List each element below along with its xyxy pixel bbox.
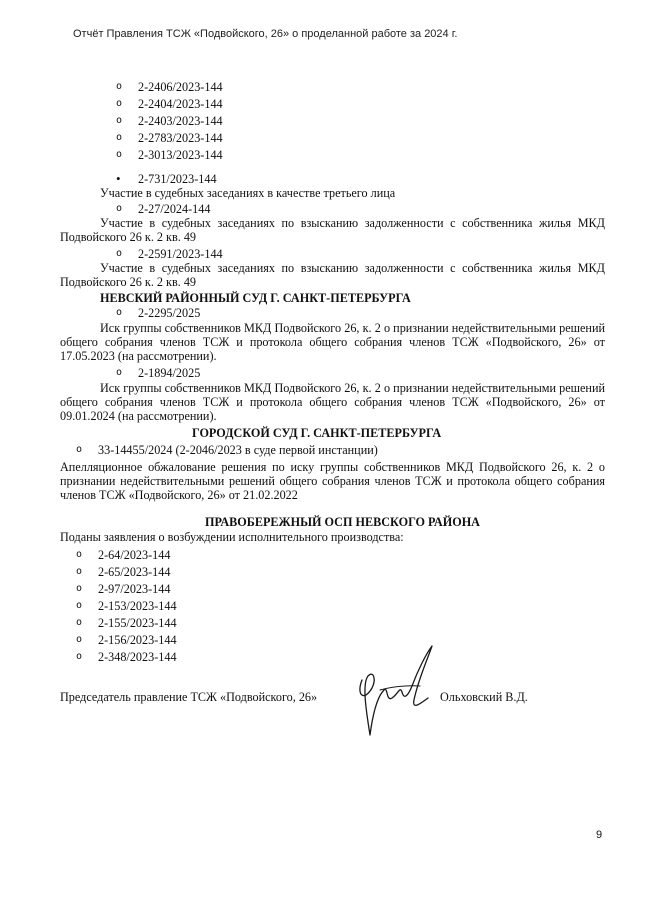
list-item: o 2-155/2023-144 [98, 616, 177, 630]
handwritten-signature [350, 640, 440, 750]
list-item: o 2-348/2023-144 [98, 650, 177, 664]
case-number: o 2-2295/2025 [138, 306, 200, 320]
signature-block [60, 640, 560, 760]
list-item: o 2-2406/2023-144 [138, 80, 223, 94]
osp-intro: Поданы заявления о возбуждении исполнительного производства: [60, 530, 404, 544]
list-item: o 2-2783/2023-144 [138, 131, 223, 145]
section-heading: ГОРОДСКОЙ СУД Г. САНКТ-ПЕТЕРБУРГА [192, 426, 442, 440]
list-item: o 2-153/2023-144 [98, 599, 177, 613]
case-note: Апелляционное обжалование решения по иску группы собственников МКД Подвойского 26, к. 2 о признании недействительными решений общего собрания членов ТСЖ и протокола общего собрания членов ТСЖ «Подвойского, 26» от 21.02.2022 [60, 460, 605, 503]
signatory-name: Ольховский В.Д. [440, 690, 528, 704]
list-item: o 2-2403/2023-144 [138, 114, 223, 128]
list-item: o 2-2404/2023-144 [138, 97, 223, 111]
case-number: o 2-27/2024-144 [138, 202, 210, 216]
page-number: 9 [596, 829, 603, 841]
list-item: o 2-3013/2023-144 [138, 148, 223, 162]
case-note: Участие в судебных заседаниях по взысканию задолженности с собственника жилья МКД Подвойского 26 к. 2 кв. 49 [60, 216, 605, 245]
list-item: o 2-156/2023-144 [98, 633, 177, 647]
list-item: o 2-97/2023-144 [98, 582, 170, 596]
case-note: Иск группы собственников МКД Подвойского 26, к. 2 о признании недействительными решений общего собрания членов ТСЖ и протокола общего собрания членов ТСЖ «Подвойского, 26» от 17.05.2023 (на рассмотрении). [60, 321, 605, 364]
case-number: • 2-731/2023-144 [138, 172, 217, 186]
section-heading: НЕВСКИЙ РАЙОННЫЙ СУД Г. САНКТ-ПЕТЕРБУРГА [100, 291, 411, 305]
case-number: o 2-1894/2025 [138, 366, 200, 380]
case-note: Участие в судебных заседаниях по взысканию задолженности с собственника жилья МКД Подвойского 26 к. 2 кв. 49 [60, 261, 605, 290]
list-item: o 2-65/2023-144 [98, 565, 170, 579]
case-number: o 33-14455/2024 (2-2046/2023 в суде первой инстанции) [98, 443, 378, 457]
page-header: Отчёт Правления ТСЖ «Подвойского, 26» о проделанной работе за 2024 г. [73, 28, 458, 40]
case-number: o 2-2591/2023-144 [138, 247, 223, 261]
section-heading: ПРАВОБЕРЕЖНЫЙ ОСП НЕВСКОГО РАЙОНА [205, 515, 480, 529]
case-note: Участие в судебных заседаниях в качестве третьего лица [100, 186, 396, 200]
signature-label: Председатель правление ТСЖ «Подвойского, 26» [60, 690, 318, 704]
list-item: o 2-64/2023-144 [98, 548, 170, 562]
case-note: Иск группы собственников МКД Подвойского 26, к. 2 о признании недействительными решений общего собрания членов ТСЖ и протокола общего собрания членов ТСЖ «Подвойского, 26» от 09.01.2024 (на рассмотрении). [60, 381, 605, 424]
